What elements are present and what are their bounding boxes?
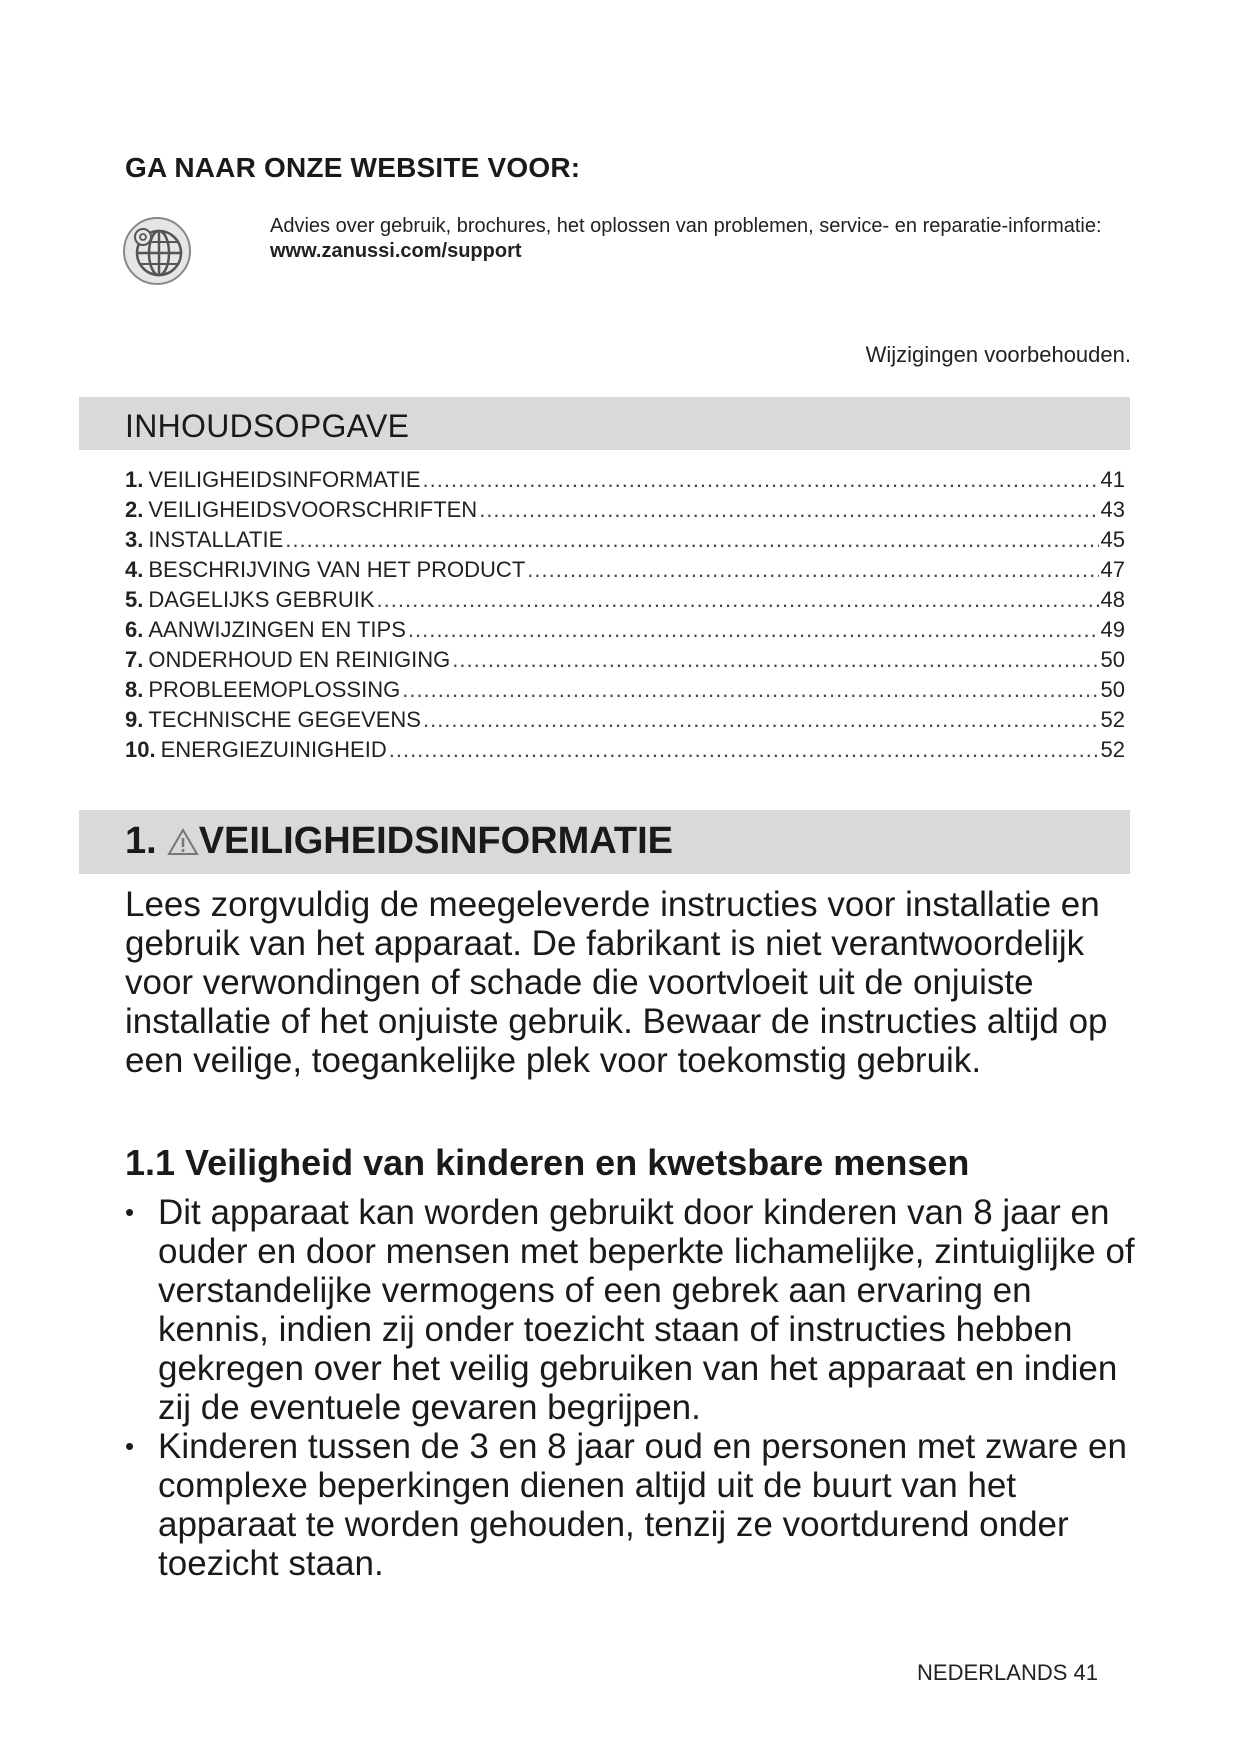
table-of-contents [125, 467, 1125, 767]
toc-leader [377, 587, 1099, 613]
toc-item[interactable] [125, 467, 1125, 497]
toc-item-number: 7. [125, 647, 144, 672]
toc-leader [527, 557, 1098, 583]
bullet-item: • Dit apparaat kan worden gebruikt door kinderen van 8 jaar en ouder en door mensen met beperkte lichamelijke, zintuiglijke of verstandelijke vermogens of een gebrek aan ervaring en kennis, indien zij onder toezicht staan of instructies hebben gekregen over het veilig gebruiken van het apparaat en indien zij de eventuele gevaren begrijpen. [125, 1193, 1135, 1427]
toc-item-number: 6. [125, 617, 144, 642]
toc-item-page: 52 [1100, 707, 1125, 732]
toc-item-label: ENERGIEZUINIGHEID [160, 737, 387, 762]
toc-leader [452, 647, 1098, 673]
toc-item-page: 52 [1100, 737, 1125, 762]
section-number: 1. [125, 820, 157, 862]
toc-leader [389, 737, 1099, 763]
warning-triangle-icon [167, 827, 199, 857]
toc-item[interactable] [125, 737, 1125, 767]
toc-item-number: 3. [125, 527, 144, 552]
toc-item-page: 50 [1100, 647, 1125, 672]
toc-item-page: 41 [1100, 467, 1125, 492]
toc-title: INHOUDSOPGAVE [125, 408, 410, 444]
toc-item-label: BESCHRIJVING VAN HET PRODUCT [148, 557, 526, 582]
toc-item-number: 10. [125, 737, 156, 762]
section-title [125, 820, 673, 863]
toc-item-page: 48 [1100, 587, 1125, 612]
page-footer: NEDERLANDS 41 [917, 1660, 1098, 1685]
toc-item-page: 50 [1100, 677, 1125, 702]
toc-item[interactable] [125, 617, 1125, 647]
toc-item-number: 2. [125, 497, 144, 522]
support-info [270, 214, 1130, 263]
toc-leader [479, 497, 1098, 523]
changes-notice: Wijzigingen voorbehouden. [865, 342, 1131, 367]
toc-item[interactable] [125, 557, 1125, 587]
section-title-text: VEILIGHEIDSINFORMATIE [198, 820, 674, 862]
toc-item-number: 9. [125, 707, 144, 732]
toc-item[interactable] [125, 677, 1125, 707]
toc-item-label: VEILIGHEIDSVOORSCHRIFTEN [148, 497, 478, 522]
toc-item-page: 49 [1100, 617, 1125, 642]
intro-paragraph: Lees zorgvuldig de meegeleverde instructies voor installatie en gebruik van het apparaat. De fabrikant is niet verantwoordelijk voor verwondingen of schade die voortvloeit uit de onjuiste installatie of het onjuiste gebruik. Bewaar de instructies altijd op een veilige, toegankelijke plek voor toekomstig gebruik. [125, 885, 1108, 1080]
toc-leader [285, 527, 1098, 553]
toc-leader [423, 707, 1099, 733]
toc-item[interactable] [125, 587, 1125, 617]
toc-item-label: TECHNISCHE GEGEVENS [148, 707, 421, 732]
subsection-title: 1.1 Veiligheid van kinderen en kwetsbare mensen [125, 1142, 970, 1183]
toc-leader [423, 467, 1099, 493]
toc-item-label: PROBLEEMOPLOSSING [148, 677, 401, 702]
toc-item-label: ONDERHOUD EN REINIGING [148, 647, 451, 672]
toc-item[interactable] [125, 527, 1125, 557]
toc-item[interactable] [125, 497, 1125, 527]
toc-item-page: 45 [1100, 527, 1125, 552]
toc-item-label: VEILIGHEIDSINFORMATIE [148, 467, 421, 492]
toc-item-number: 1. [125, 467, 144, 492]
toc-item-label: INSTALLATIE [148, 527, 284, 552]
toc-item-page: 43 [1100, 497, 1125, 522]
safety-bullets [125, 1193, 1135, 1583]
toc-item-label: DAGELIJKS GEBRUIK [148, 587, 375, 612]
toc-item-number: 5. [125, 587, 144, 612]
website-heading: GA NAAR ONZE WEBSITE VOOR: [125, 152, 581, 183]
toc-item[interactable] [125, 707, 1125, 737]
globe-at-icon [121, 215, 193, 287]
bullet-item: • Kinderen tussen de 3 en 8 jaar oud en personen met zware en complexe beperkingen dienen altijd uit de buurt van het apparaat te worden gehouden, tenzij ze voortdurend onder toezicht staan. [125, 1427, 1135, 1583]
toc-leader [402, 677, 1098, 703]
toc-leader [408, 617, 1099, 643]
support-url-link[interactable]: www.zanussi.com/support [270, 240, 522, 262]
advice-text: Advies over gebruik, brochures, het oplossen van problemen, service- en reparatie-informatie: [270, 215, 1102, 237]
toc-item-label: AANWIJZINGEN EN TIPS [148, 617, 406, 642]
toc-item[interactable] [125, 647, 1125, 677]
toc-item-number: 4. [125, 557, 144, 582]
toc-item-page: 47 [1100, 557, 1125, 582]
toc-item-number: 8. [125, 677, 144, 702]
